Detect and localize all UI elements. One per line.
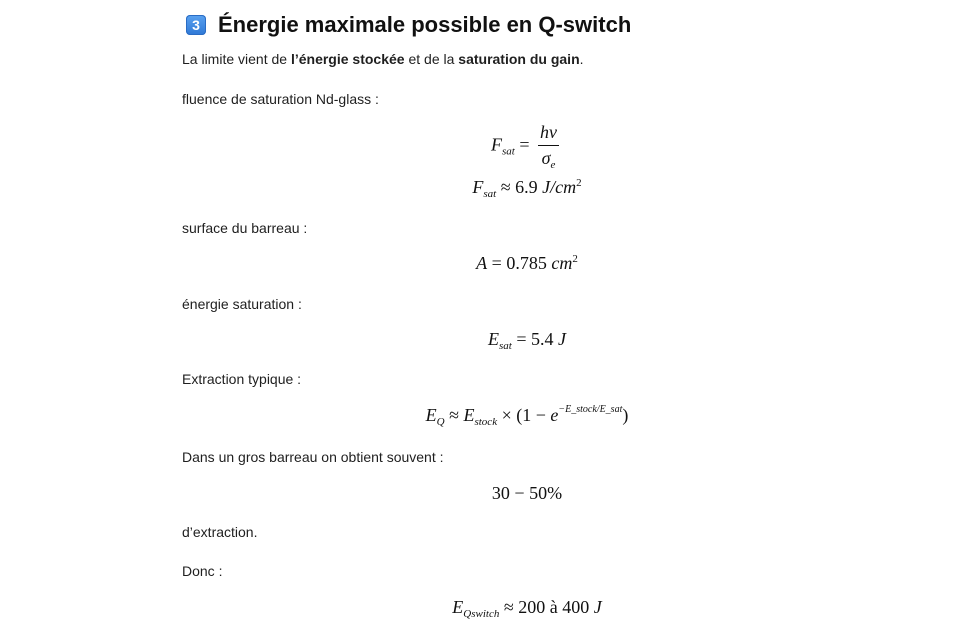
- fraction: [538, 122, 559, 171]
- paren-close: ): [622, 405, 629, 425]
- fraction-numerator: hν: [538, 122, 559, 146]
- equals-sign: =: [516, 329, 527, 349]
- eq-unit: J/cm: [542, 177, 577, 197]
- times-sign: ×: [501, 405, 512, 425]
- equals-sign: =: [519, 134, 530, 155]
- equals-sign: =: [491, 253, 502, 273]
- label-fluence: fluence de saturation Nd-glass :: [182, 91, 379, 107]
- intro-text-3: .: [579, 51, 584, 67]
- label-extraction: Extraction typique :: [182, 371, 302, 387]
- equation-extraction: [182, 404, 872, 428]
- eq-exponent: 2: [572, 253, 578, 265]
- eq-subscript: Qswitch: [463, 608, 500, 620]
- approx-sign: ≈: [500, 177, 511, 197]
- label-gros-barreau: Dans un gros barreau on obtient souvent :: [182, 449, 444, 465]
- eq-symbol: σ: [541, 148, 551, 168]
- intro-text-2: et de la: [404, 51, 459, 67]
- intro-paragraph: [182, 51, 584, 67]
- intro-text-1: La limite vient de: [182, 51, 291, 67]
- equation-fsat-value: [182, 177, 872, 200]
- equation-area: [182, 253, 872, 274]
- intro-bold-gain-saturation: saturation du gain: [458, 51, 580, 67]
- exponent-ratio: −E_stock/E_sat: [558, 404, 623, 415]
- eq-unit: J: [558, 329, 566, 349]
- eq-subscript: sat: [499, 340, 512, 352]
- eq-subscript: Q: [436, 416, 445, 428]
- eq-symbol: E: [463, 405, 475, 425]
- eq-symbol: E: [452, 597, 464, 617]
- eq-subscript: e: [550, 159, 556, 171]
- label-dextraction: d’extraction.: [182, 524, 258, 540]
- equation-fsat-definition: [182, 122, 872, 171]
- eq-subscript: stock: [474, 416, 498, 428]
- eq-exponent: 2: [576, 177, 582, 189]
- label-donc: Donc :: [182, 563, 223, 579]
- eq-symbol: E: [488, 329, 499, 349]
- eq-subscript: sat: [502, 145, 515, 158]
- intro-bold-stored-energy: l’énergie stockée: [290, 51, 405, 67]
- eq-unit: cm: [551, 253, 573, 273]
- approx-sign: ≈: [503, 597, 514, 617]
- keycap-three-icon: 3: [186, 15, 206, 35]
- equation-final: [182, 597, 872, 620]
- eq-symbol: F: [472, 177, 484, 197]
- equation-range: 30 − 50%: [491, 483, 563, 503]
- equation-esat: [182, 329, 872, 352]
- eq-symbol: E: [425, 405, 437, 425]
- eq-value: 5.4: [531, 329, 554, 349]
- label-energie-saturation: énergie saturation :: [182, 296, 302, 312]
- eq-value: 0.785: [506, 253, 547, 273]
- exponent-text: E_stock/E_sat: [565, 404, 623, 415]
- eq-unit: J: [593, 597, 602, 617]
- eq-symbol: A: [476, 253, 488, 273]
- euler-e: e: [550, 405, 559, 425]
- eq-value: 6.9: [515, 177, 538, 197]
- section-title: Énergie maximale possible en Q-switch: [218, 12, 632, 37]
- approx-sign: ≈: [449, 405, 459, 425]
- section-heading: [186, 12, 631, 38]
- eq-value: 200 à 400: [518, 597, 590, 617]
- eq-symbol: F: [491, 134, 502, 155]
- paren-open: (1 −: [516, 405, 551, 425]
- eq-subscript: sat: [483, 188, 497, 200]
- fraction-denominator: [540, 146, 558, 171]
- label-surface: surface du barreau :: [182, 220, 308, 236]
